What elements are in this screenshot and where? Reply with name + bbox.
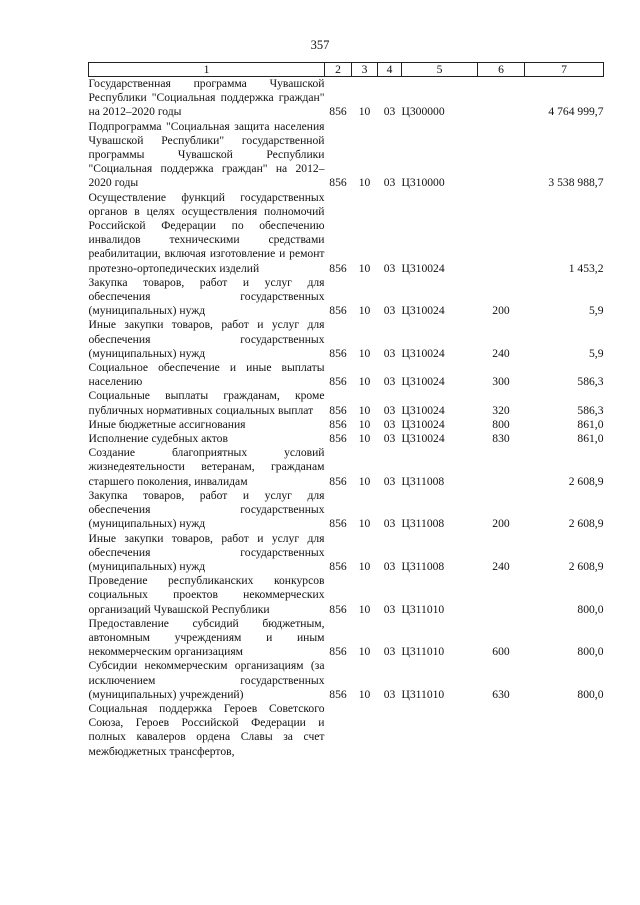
row-pr: 03: [383, 261, 396, 275]
row-vr: 240: [492, 346, 510, 360]
table-row: [89, 276, 604, 319]
table-row: [89, 361, 604, 389]
table-row: [89, 659, 604, 702]
row-name: Подпрограмма "Социальная защита населения Чувашской Республики" государственной программы Чувашской Республики "Социальная поддержка граждан" на 2012–2020 годы: [88, 119, 325, 190]
row-csr: Ц310024: [401, 346, 445, 360]
row-rz: 10: [358, 417, 371, 431]
table-row: [89, 446, 604, 489]
row-sum: 861,0: [577, 432, 604, 446]
row-grbs: 856: [329, 261, 347, 275]
row-grbs: 856: [329, 559, 347, 573]
table-row: [89, 318, 604, 361]
row-rz: 10: [358, 403, 371, 417]
row-csr: Ц311008: [401, 559, 445, 573]
row-sum: 800,0: [577, 687, 604, 701]
row-vr: 320: [492, 403, 510, 417]
row-vr: [478, 446, 525, 489]
row-name: Исполнение судебных актов: [88, 432, 228, 446]
row-grbs: 856: [329, 304, 347, 318]
row-sum: 2 608,9: [568, 474, 604, 488]
row-grbs: 856: [329, 474, 347, 488]
row-grbs: 856: [329, 417, 347, 431]
table-row: [89, 389, 604, 417]
row-name: Социальная поддержка Героев Советского Союза, Героев Российской Федерации и полных кавалеров ордена Славы за счет межбюджетных трансфертов,: [88, 701, 325, 758]
row-vr: [478, 191, 525, 276]
row-csr: Ц311010: [401, 645, 445, 659]
row-sum: 5,9: [589, 346, 604, 360]
row-csr: Ц310024: [401, 403, 445, 417]
row-csr: Ц310024: [401, 304, 445, 318]
table-row: [89, 532, 604, 575]
header-col-6: 6: [478, 63, 525, 77]
row-name: Проведение республиканских конкурсов социальных проектов некоммерческих организаций Чувашской Республики: [88, 574, 325, 616]
row-csr: Ц300000: [401, 105, 445, 119]
row-rz: 10: [358, 261, 371, 275]
page-number: 357: [310, 38, 330, 52]
row-name: Государственная программа Чувашской Республики "Социальная поддержка граждан" на 2012–2020 годы: [88, 77, 325, 119]
row-vr: 300: [492, 375, 510, 389]
row-sum: 4 764 999,7: [548, 105, 604, 119]
row-sum: 2 608,9: [568, 559, 604, 573]
row-csr: Ц310024: [401, 417, 445, 431]
row-csr: Ц311010: [401, 602, 445, 616]
row-vr: [478, 702, 525, 759]
row-csr: Ц310024: [401, 375, 445, 389]
table-row: [89, 120, 604, 191]
row-csr: Ц310000: [401, 176, 445, 190]
row-rz: 10: [358, 176, 371, 190]
row-pr: 03: [383, 474, 396, 488]
row-name: Закупка товаров, работ и услуг для обеспечения государственных (муниципальных) нужд: [88, 275, 325, 318]
row-pr: 03: [383, 517, 396, 531]
row-sum: 861,0: [577, 417, 604, 431]
row-grbs: 856: [329, 602, 347, 616]
row-pr: 03: [383, 687, 396, 701]
table-row: [89, 418, 604, 432]
row-grbs: 856: [329, 346, 347, 360]
table-row: [89, 574, 604, 617]
row-pr: 03: [383, 105, 396, 119]
row-sum: [525, 702, 604, 759]
row-grbs: 856: [329, 375, 347, 389]
row-rz: 10: [358, 645, 371, 659]
row-grbs: 856: [329, 176, 347, 190]
row-vr: 830: [492, 432, 510, 446]
header-col-2: 2: [325, 63, 352, 77]
row-pr: 03: [383, 304, 396, 318]
header-col-1: 1: [89, 63, 325, 77]
table-row: [89, 432, 604, 446]
row-csr: Ц311010: [401, 687, 445, 701]
table-row: [89, 617, 604, 660]
row-rz: 10: [358, 602, 371, 616]
row-vr: 800: [492, 417, 510, 431]
row-grbs: 856: [329, 432, 347, 446]
row-sum: 800,0: [577, 602, 604, 616]
table-row: [89, 702, 604, 759]
row-vr: [478, 574, 525, 617]
row-name: Социальные выплаты гражданам, кроме публичных нормативных социальных выплат: [88, 389, 325, 417]
row-pr: 03: [383, 403, 396, 417]
row-rz: 10: [358, 559, 371, 573]
row-pr: 03: [383, 375, 396, 389]
table-row: [89, 191, 604, 276]
row-name: Иные бюджетные ассигнования: [88, 417, 246, 431]
row-rz: 10: [358, 375, 371, 389]
row-grbs: 856: [329, 403, 347, 417]
row-sum: 586,3: [577, 375, 604, 389]
row-pr: 03: [383, 432, 396, 446]
row-vr: 200: [492, 517, 510, 531]
row-csr: Ц310024: [401, 432, 445, 446]
row-name: Предоставление субсидий бюджетным, автономным учреждениям и иным некоммерческим организациям: [88, 616, 325, 659]
row-rz: 10: [358, 474, 371, 488]
row-rz: 10: [358, 432, 371, 446]
row-pr: 03: [383, 417, 396, 431]
row-pr: 03: [383, 602, 396, 616]
row-sum: 5,9: [589, 304, 604, 318]
row-csr: [402, 702, 478, 759]
row-grbs: [325, 702, 352, 759]
row-vr: 200: [492, 304, 510, 318]
table-body: [89, 77, 604, 759]
row-sum: 800,0: [577, 645, 604, 659]
row-sum: 3 538 988,7: [548, 176, 604, 190]
row-sum: 1 453,2: [568, 261, 604, 275]
row-rz: 10: [358, 517, 371, 531]
row-name: Закупка товаров, работ и услуг для обеспечения государственных (муниципальных) нужд: [88, 488, 325, 531]
table-row: [89, 77, 604, 120]
header-col-4: 4: [378, 63, 402, 77]
row-pr: 03: [383, 346, 396, 360]
header-col-5: 5: [402, 63, 478, 77]
header-col-7: 7: [525, 63, 604, 77]
row-vr: [478, 77, 525, 120]
row-vr: [478, 120, 525, 191]
header-col-3: 3: [352, 63, 378, 77]
row-vr: 630: [492, 687, 510, 701]
row-grbs: 856: [329, 645, 347, 659]
row-name: Социальное обеспечение и иные выплаты населению: [88, 361, 325, 389]
row-pr: [378, 702, 402, 759]
row-grbs: 856: [329, 105, 347, 119]
table-header: [89, 63, 604, 77]
row-pr: 03: [383, 559, 396, 573]
row-rz: 10: [358, 346, 371, 360]
row-sum: 586,3: [577, 403, 604, 417]
row-name: Иные закупки товаров, работ и услуг для обеспечения государственных (муниципальных) нужд: [88, 531, 325, 573]
row-grbs: 856: [329, 687, 347, 701]
table-row: [89, 489, 604, 532]
row-name: Создание благоприятных условий жизнедеятельности ветеранам, гражданам старшего поколения, инвалидам: [88, 446, 325, 488]
row-name: Осуществление функций государственных органов в целях осуществления полномочий Российской Федерации по обеспечению инвалидов техническими средствами реабилитации, включая изготовление и ремонт протезно-ортопедических изделий: [88, 190, 325, 275]
row-name: Иные закупки товаров, работ и услуг для обеспечения государственных (муниципальных) нужд: [88, 318, 325, 360]
row-csr: Ц311008: [401, 474, 445, 488]
row-pr: 03: [383, 645, 396, 659]
row-grbs: 856: [329, 517, 347, 531]
row-vr: 240: [492, 559, 510, 573]
row-rz: 10: [358, 105, 371, 119]
row-csr: Ц311008: [401, 517, 445, 531]
row-sum: 2 608,9: [568, 517, 604, 531]
row-pr: 03: [383, 176, 396, 190]
row-vr: 600: [492, 645, 510, 659]
row-name: Субсидии некоммерческим организациям (за исключением государственных (муниципальных) учреждений): [88, 659, 325, 701]
row-rz: 10: [358, 687, 371, 701]
budget-table: [88, 62, 604, 759]
row-rz: 10: [358, 304, 371, 318]
row-csr: Ц310024: [401, 261, 445, 275]
header-row: [89, 63, 604, 77]
row-rz: [352, 702, 378, 759]
